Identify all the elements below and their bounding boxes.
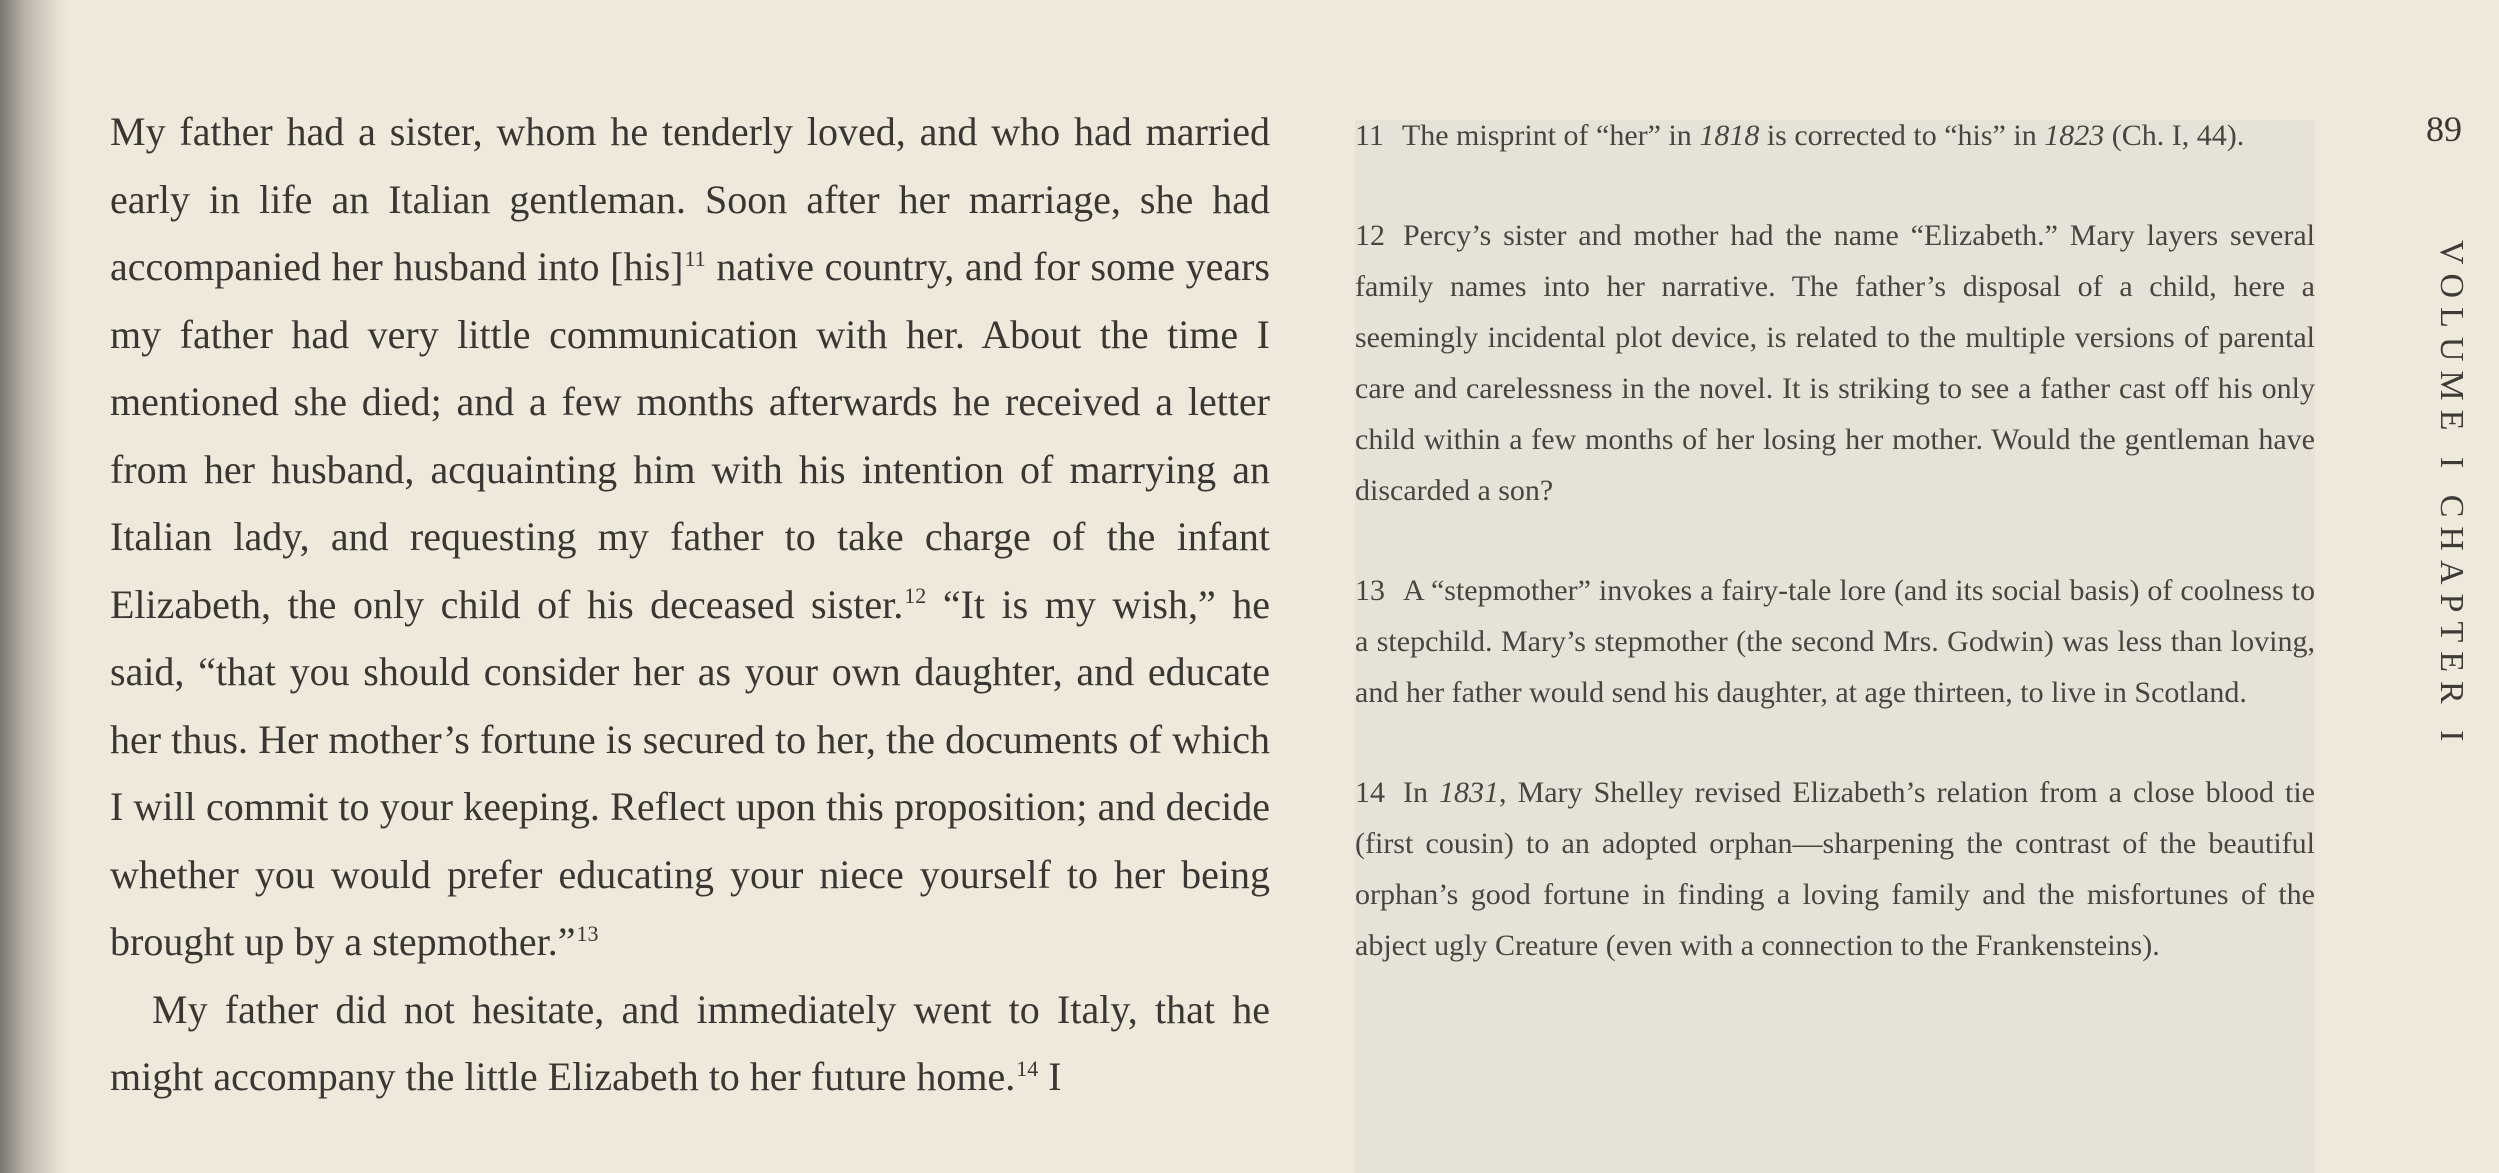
footnote-number: 13 <box>1355 574 1385 607</box>
footnote-11: 11 The misprint of “her” in 1818 is corrected to “his” in 1823 (Ch. I, 44). <box>1355 119 2245 152</box>
footnote-ref-12[interactable]: 12 <box>904 583 927 609</box>
footnotes-column <box>1355 110 2315 1020</box>
footnote-number: 11 <box>1355 119 1384 152</box>
footnote-number: 14 <box>1355 776 1385 809</box>
footnote-13: 13 A “stepmother” invokes a fairy-tale lore (and its social basis) of coolness to a stepchild. Mary’s stepmother (the second Mrs. Godwin) was less than loving, and her father would send his daughter, at age thirteen, to live in Scotland. <box>1355 574 2315 709</box>
page-number: 89 <box>2426 109 2462 149</box>
running-head: VOLUME I CHAPTER I <box>2433 240 2470 751</box>
paragraph-1: My father had a sister, whom he tenderly loved, and who had married early in life an Italian gentleman. Soon after her marriage, she had accompanied her husband into [his]$^{11}$ native country, and for some years my father had very little communication with her. About the time I mentioned she died; and a few months afterwards he received a letter from her husband, acquainting him with his intention of marrying an Italian lady, and requesting my father to take charge of the infant Elizabeth, the only child of his deceased sister.$^{12}$ “It is my wish,” he said, “that you should consider her as your own daughter, and educate her thus. Her mother’s fortune is secured to her, the documents of which I will commit to your keeping. Reflect upon this proposition; and decide whether you would prefer educating your niece yourself to her being brought up by a stepmother.”$^{13}$ <box>110 109 1270 964</box>
book-spine-shadow <box>0 0 70 1173</box>
footnote-number: 12 <box>1355 219 1385 252</box>
main-text-column <box>110 98 1270 1111</box>
footnote-ref-13[interactable]: 13 <box>576 920 599 946</box>
paragraph-2: My father did not hesitate, and immediately went to Italy, that he might accompany the little Elizabeth to her future home.$^{14}$ I <box>110 986 1270 1099</box>
footnote-ref-14[interactable]: 14 <box>1016 1055 1039 1081</box>
footnote-12: 12 Percy’s sister and mother had the name “Elizabeth.” Mary layers several family names into her narrative. The father’s disposal of a child, here a seemingly incidental plot device, is related to the multiple versions of parental care and carelessness in the novel. It is striking to see a father cast off his only child within a few months of her losing her mother. Would the gentleman have discarded a son? <box>1355 219 2315 507</box>
footnote-ref-11[interactable]: 11 <box>684 245 706 271</box>
footnote-14: 14 In 1831, Mary Shelley revised Elizabeth’s relation from a close blood tie (first cousin) to an adopted orphan—sharpening the contrast of the beautiful orphan’s good fortune in finding a loving family and the misfortunes of the abject ugly Creature (even with a connection to the Frankensteins). <box>1355 776 2315 962</box>
